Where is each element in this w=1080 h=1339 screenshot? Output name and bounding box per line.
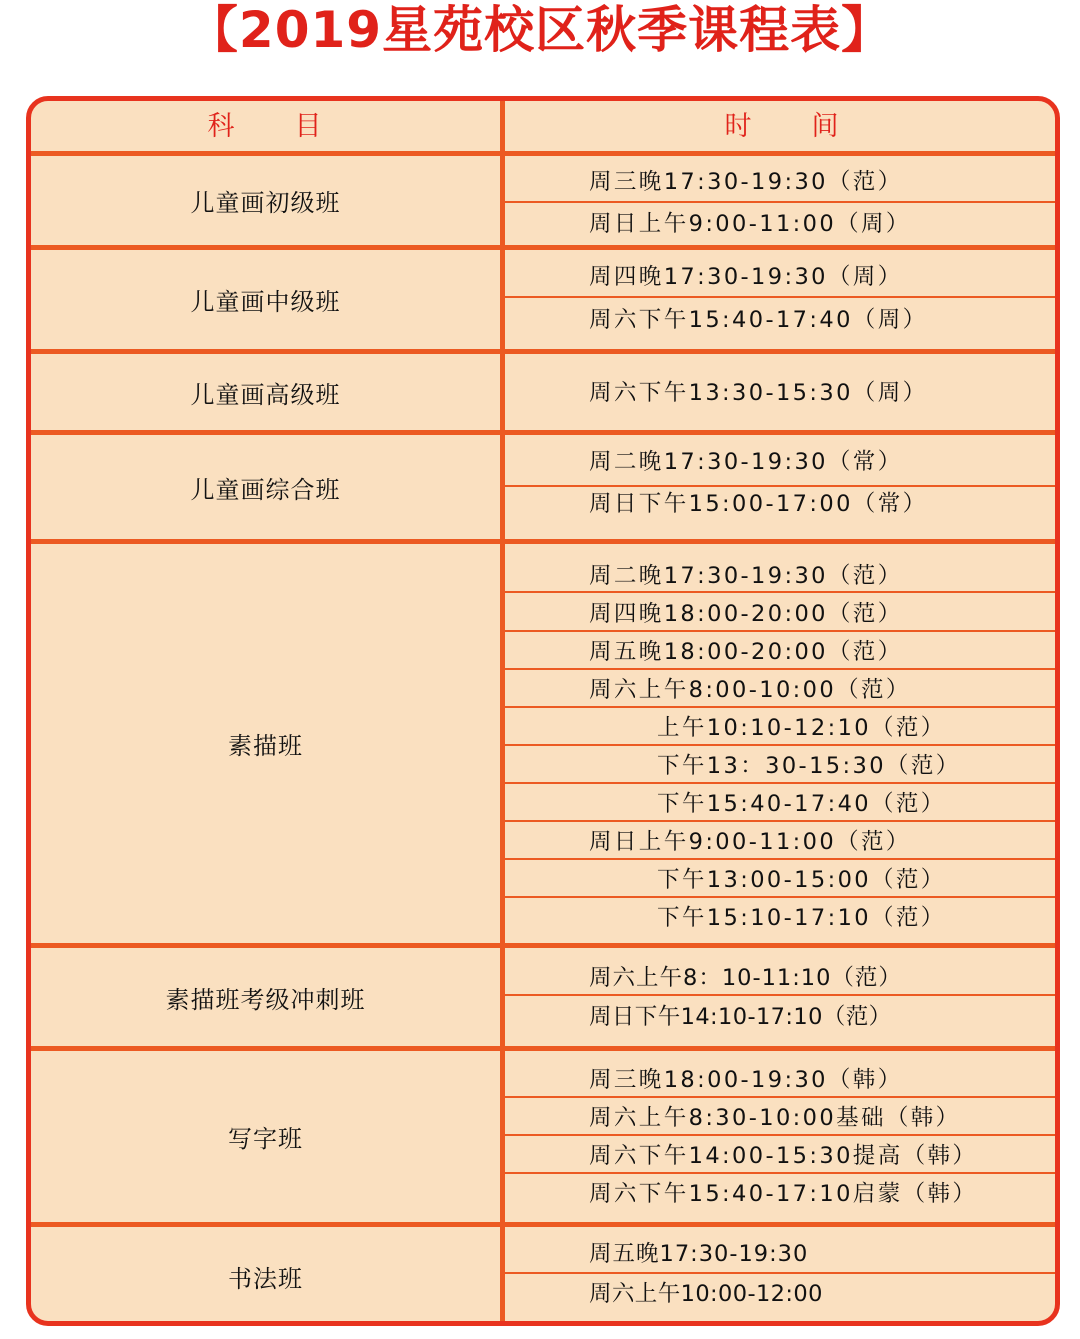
schedule-table: [26, 96, 1060, 1326]
time-cell: 周三晚18:00-19:30（韩）: [589, 1067, 903, 1093]
time-cell: 下午15:10-17:10（范）: [657, 905, 946, 931]
time-cell: 周四晚17:30-19:30（周）: [589, 264, 903, 290]
time-cell: 周六上午8:00-10:00（范）: [589, 677, 911, 703]
time-cell: 周二晚17:30-19:30（常）: [589, 449, 903, 475]
sub-row-divider: [503, 201, 1055, 203]
time-cell: 周六上午8:30-10:00基础（韩）: [589, 1105, 961, 1131]
time-cell: 周六下午13:30-15:30（周）: [589, 380, 928, 406]
time-cell: 周二晚17:30-19:30（范）: [589, 563, 903, 589]
time-cell: 周六下午15:40-17:40（周）: [589, 307, 928, 333]
time-cell: 周四晚18:00-20:00（范）: [589, 601, 903, 627]
time-cell: 周日上午9:00-11:00（周）: [589, 211, 911, 237]
time-cell: 周五晚17:30-19:30: [589, 1241, 809, 1267]
subject-cell: 儿童画中级班: [190, 288, 341, 316]
time-cell: 周六上午10:00-12:00: [589, 1281, 823, 1307]
time-cell: 周日下午15:00-17:00（常）: [589, 491, 928, 517]
subject-cell: 儿童画综合班: [190, 475, 341, 504]
time-cell: 周五晚18:00-20:00（范）: [589, 639, 903, 665]
header-time: 时 间: [724, 111, 841, 142]
time-cell: 周日上午9:00-11:00（范）: [589, 829, 911, 855]
subject-cell: 素描班考级冲刺班: [165, 985, 366, 1014]
subject-cell: 儿童画初级班: [190, 189, 341, 217]
subject-cell: 书法班: [228, 1265, 303, 1293]
subject-cell: 写字班: [228, 1125, 303, 1153]
subject-cell: 儿童画高级班: [190, 380, 341, 409]
header-subject: 科 目: [207, 111, 324, 142]
page-title: 【2019星苑校区秋季课程表】: [187, 1, 893, 59]
time-cell: 周六下午14:00-15:30提高（韩）: [589, 1143, 978, 1169]
subject-cell: 素描班: [228, 732, 303, 760]
sub-row-divider: [503, 296, 1055, 298]
time-cell: 下午13:00-15:00（范）: [657, 867, 946, 893]
time-cell: 周三晚17:30-19:30（范）: [589, 169, 903, 195]
time-cell: 周六上午8：10-11:10（范）: [589, 965, 902, 991]
time-cell: 下午15:40-17:40（范）: [657, 791, 946, 817]
time-cell: 上午10:10-12:10（范）: [657, 715, 946, 741]
time-cell: 周六下午15:40-17:10启蒙（韩）: [589, 1181, 978, 1207]
time-cell: 下午13：30-15:30（范）: [657, 753, 961, 779]
time-cell: 周日下午14:10-17:10（范）: [589, 1004, 892, 1030]
